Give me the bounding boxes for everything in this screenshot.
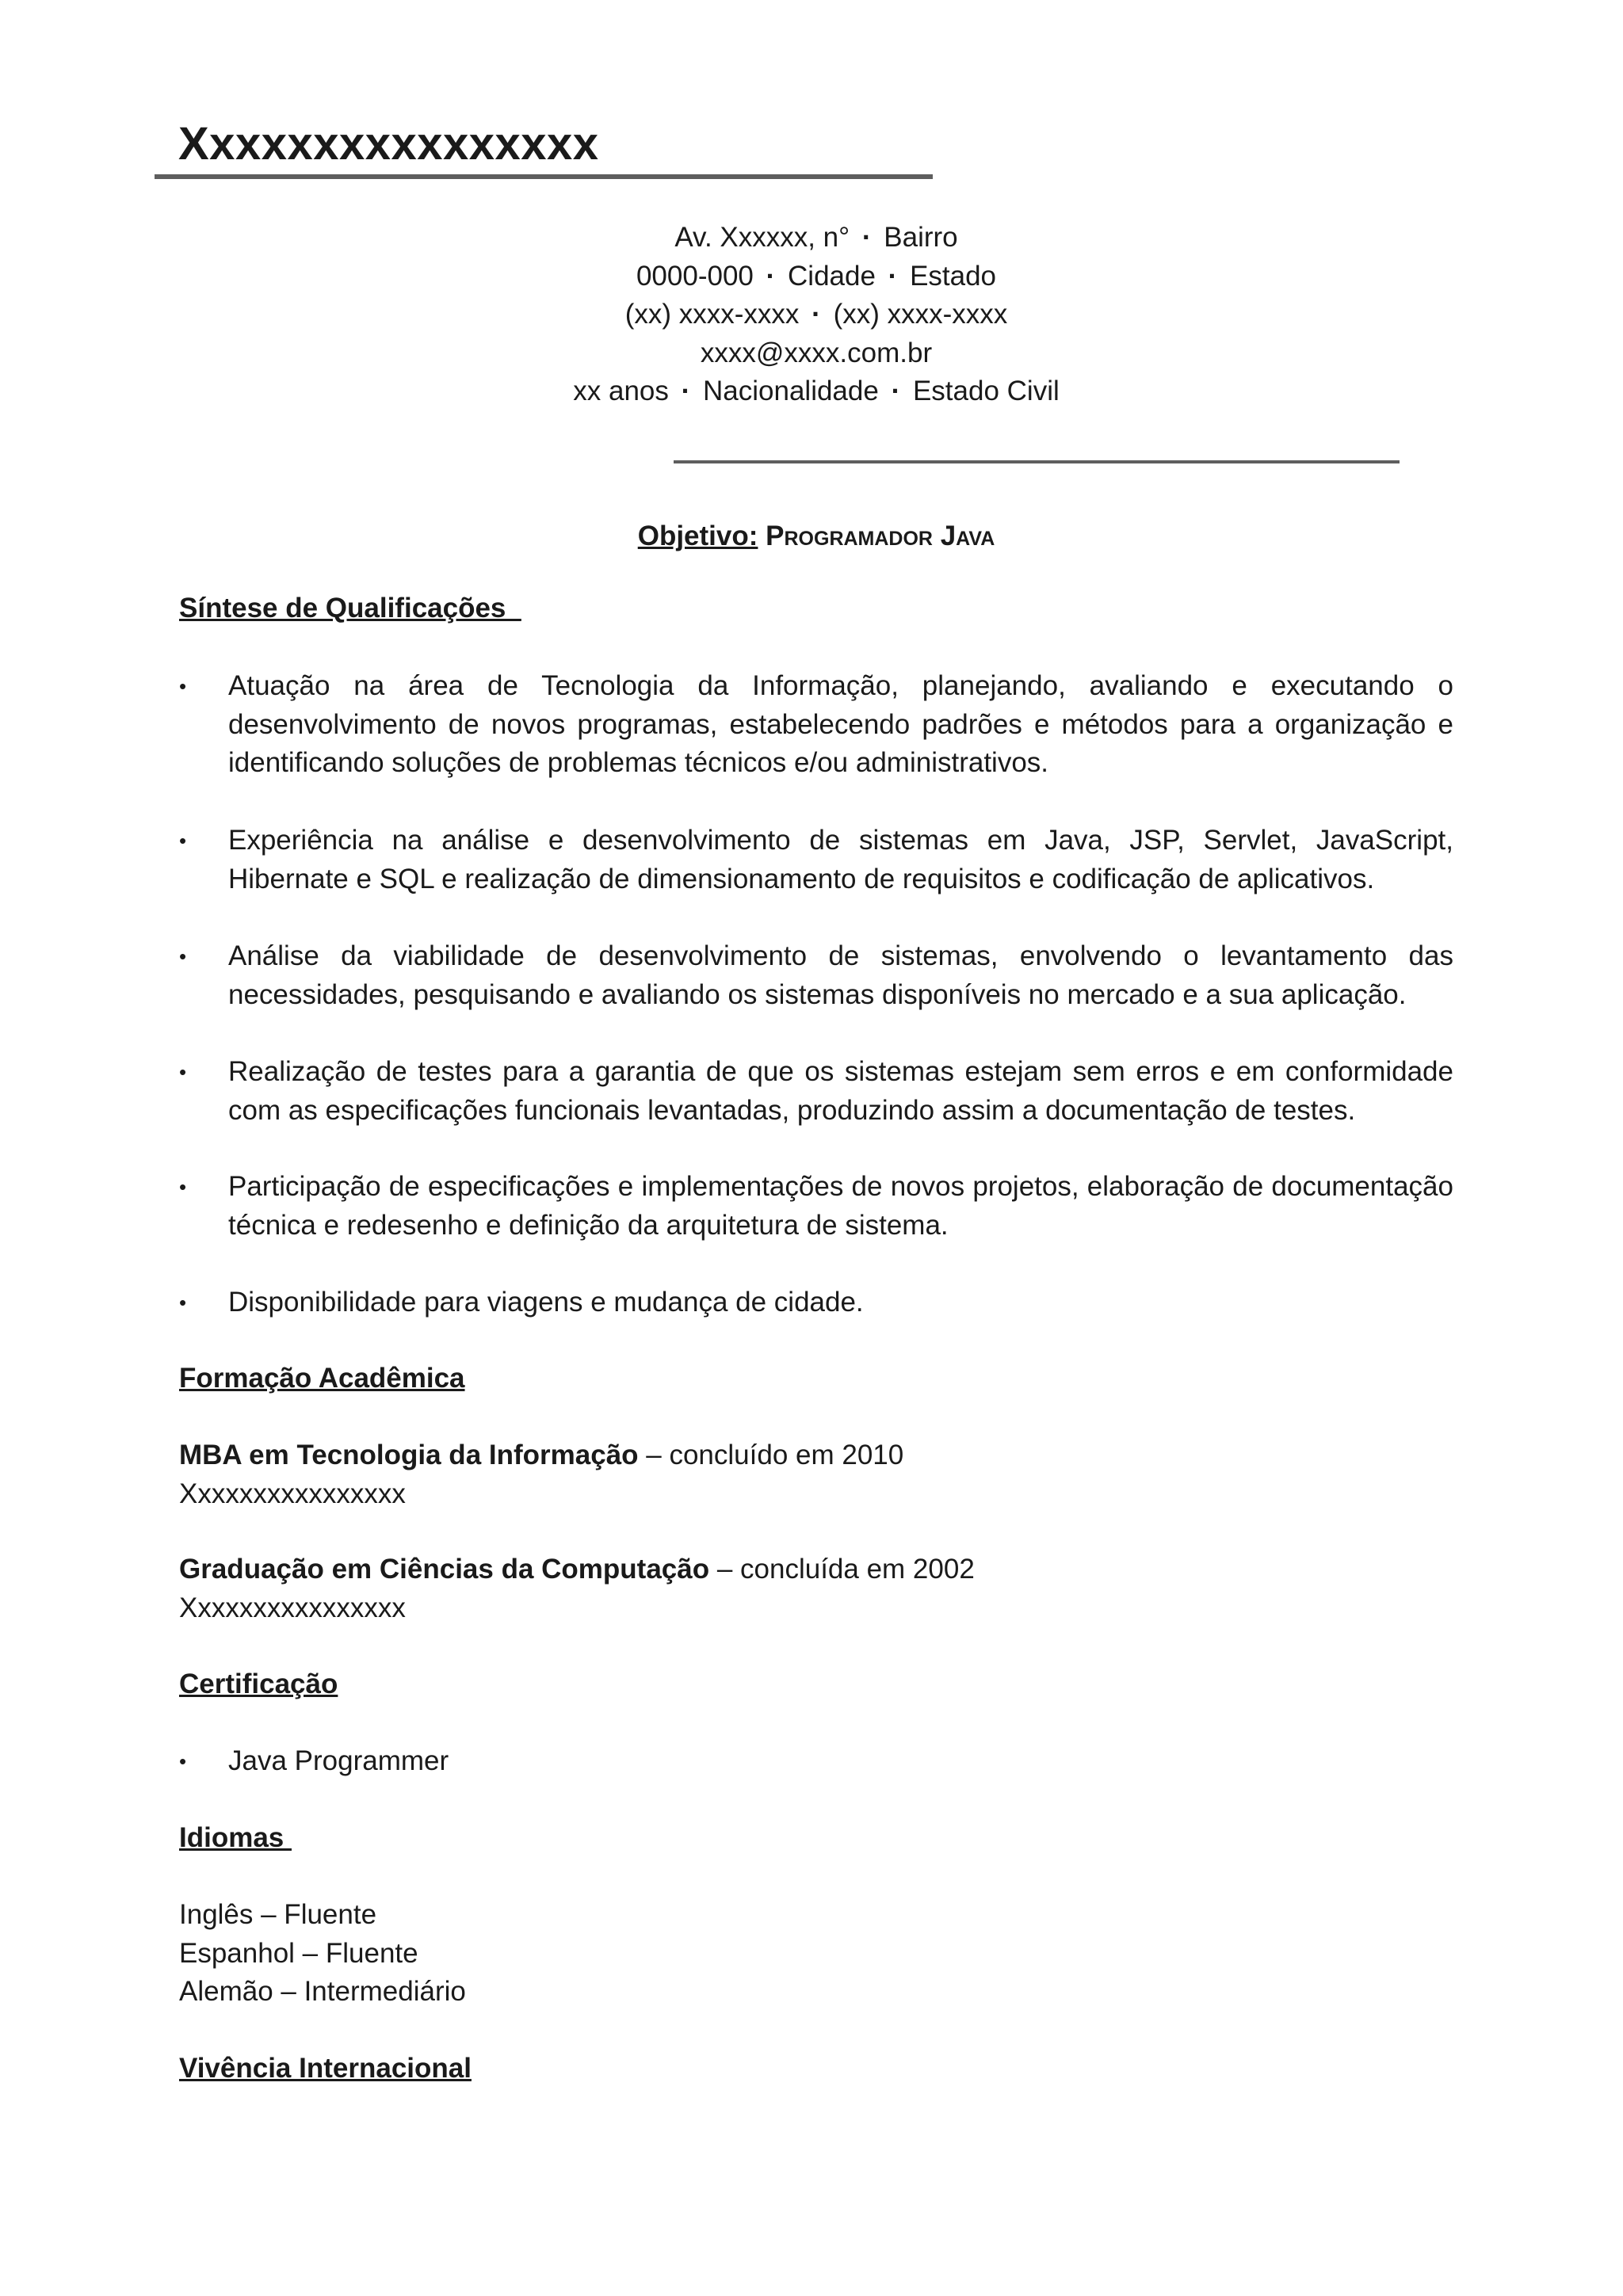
bullet-icon: •: [179, 1291, 187, 1314]
institution: Xxxxxxxxxxxxxxxx: [179, 1478, 406, 1509]
bullet-icon: •: [179, 944, 187, 968]
address: Av. Xxxxxx, n°: [674, 222, 850, 253]
list-item: [179, 1053, 1453, 1130]
qualification-text: Realização de testes para a garantia de que os sistemas estejam sem erros e em conformidade com as especificações funcionais levantadas, produzindo assim a documentação de testes.: [228, 1056, 1453, 1126]
age: xx anos: [573, 376, 669, 406]
marital-status: Estado Civil: [912, 376, 1060, 406]
certification-text: Java Programmer: [228, 1745, 449, 1776]
list-item: [179, 1168, 1453, 1245]
phone-1: (xx) xxxx-xxxx: [624, 299, 800, 330]
qualification-text: Análise da viabilidade de desenvolvimento de sistemas, envolvendo o levantamento das necessidades, pesquisando e avaliando os sistemas disponíveis no mercado e a sua aplicação.: [228, 940, 1453, 1010]
separator: ·: [891, 376, 901, 406]
email: xxxx@xxxx.com.br: [700, 337, 933, 368]
phone-2: (xx) xxxx-xxxx: [833, 299, 1008, 330]
candidate-name: Xxxxxxxxxxxxxxxx: [178, 118, 599, 170]
language-item: Inglês – Fluente: [179, 1899, 377, 1930]
international-heading: Vivência Internacional: [179, 2053, 472, 2084]
contact-line-address: [499, 219, 1133, 257]
contact-line-phones: [499, 296, 1133, 334]
bullet-icon: •: [179, 1749, 187, 1773]
education-entry: [179, 1550, 975, 1627]
contact-divider: [674, 460, 1400, 463]
languages-heading: Idiomas: [179, 1822, 292, 1853]
list-item: [179, 667, 1453, 783]
name-divider: [155, 174, 933, 179]
state: Estado: [910, 260, 997, 292]
contact-block: [499, 219, 1133, 411]
objective-value: Programador Java: [766, 521, 995, 551]
bullet-icon: •: [179, 1175, 187, 1199]
zip-code: 0000-000: [636, 260, 754, 292]
course-name: MBA em Tecnologia da Informação: [179, 1440, 639, 1470]
qualification-text: Participação de especificações e implementações de novos projetos, elaboração de documentação técnica e redesenho e definição da arquitetura de sistema.: [228, 1171, 1453, 1241]
education-heading: Formação Acadêmica: [179, 1363, 465, 1394]
course-status: – concluída em 2002: [709, 1554, 975, 1585]
nationality: Nacionalidade: [703, 376, 879, 406]
course-name: Graduação em Ciências da Computação: [179, 1554, 710, 1585]
certification-heading: Certificação: [179, 1669, 338, 1699]
contact-line-email: [499, 334, 1133, 373]
education-entry: [179, 1436, 903, 1513]
language-item: Alemão – Intermediário: [179, 1976, 466, 2007]
separator: ·: [888, 260, 898, 292]
language-item: Espanhol – Fluente: [179, 1937, 418, 1969]
bullet-icon: •: [179, 1060, 187, 1084]
objective-label: Objetivo:: [637, 521, 758, 551]
separator: ·: [766, 260, 776, 292]
contact-line-city: [499, 257, 1133, 296]
qualifications-heading: Síntese de Qualificações: [179, 593, 521, 624]
bullet-icon: •: [179, 829, 187, 852]
qualification-text: Experiência na análise e desenvolvimento de sistemas em Java, JSP, Servlet, JavaScript, Hibernate e SQL e realização de dimensionamento de requisitos e codificação de aplicativos.: [228, 825, 1453, 894]
objective: [499, 521, 1133, 552]
separator: ·: [812, 299, 821, 330]
list-item: [179, 1742, 1453, 1781]
contact-line-personal: [499, 372, 1133, 411]
neighborhood: Bairro: [884, 222, 958, 253]
languages-list: [179, 1896, 466, 2012]
bullet-icon: •: [179, 674, 187, 698]
city: Cidade: [788, 260, 876, 292]
institution: Xxxxxxxxxxxxxxxx: [179, 1592, 406, 1623]
list-item: [179, 937, 1453, 1014]
qualification-text: Disponibilidade para viagens e mudança de cidade.: [228, 1287, 864, 1318]
qualification-text: Atuação na área de Tecnologia da Informação, planejando, avaliando e executando o desenvolvimento de novos programas, estabelecendo padrões e métodos para a organização e identificando soluções de problemas técnicos e/ou administrativos.: [228, 670, 1453, 778]
list-item: [179, 1283, 1453, 1322]
separator: ·: [681, 376, 691, 406]
separator: ·: [861, 222, 872, 253]
list-item: [179, 822, 1453, 898]
course-status: – concluído em 2010: [638, 1440, 904, 1470]
